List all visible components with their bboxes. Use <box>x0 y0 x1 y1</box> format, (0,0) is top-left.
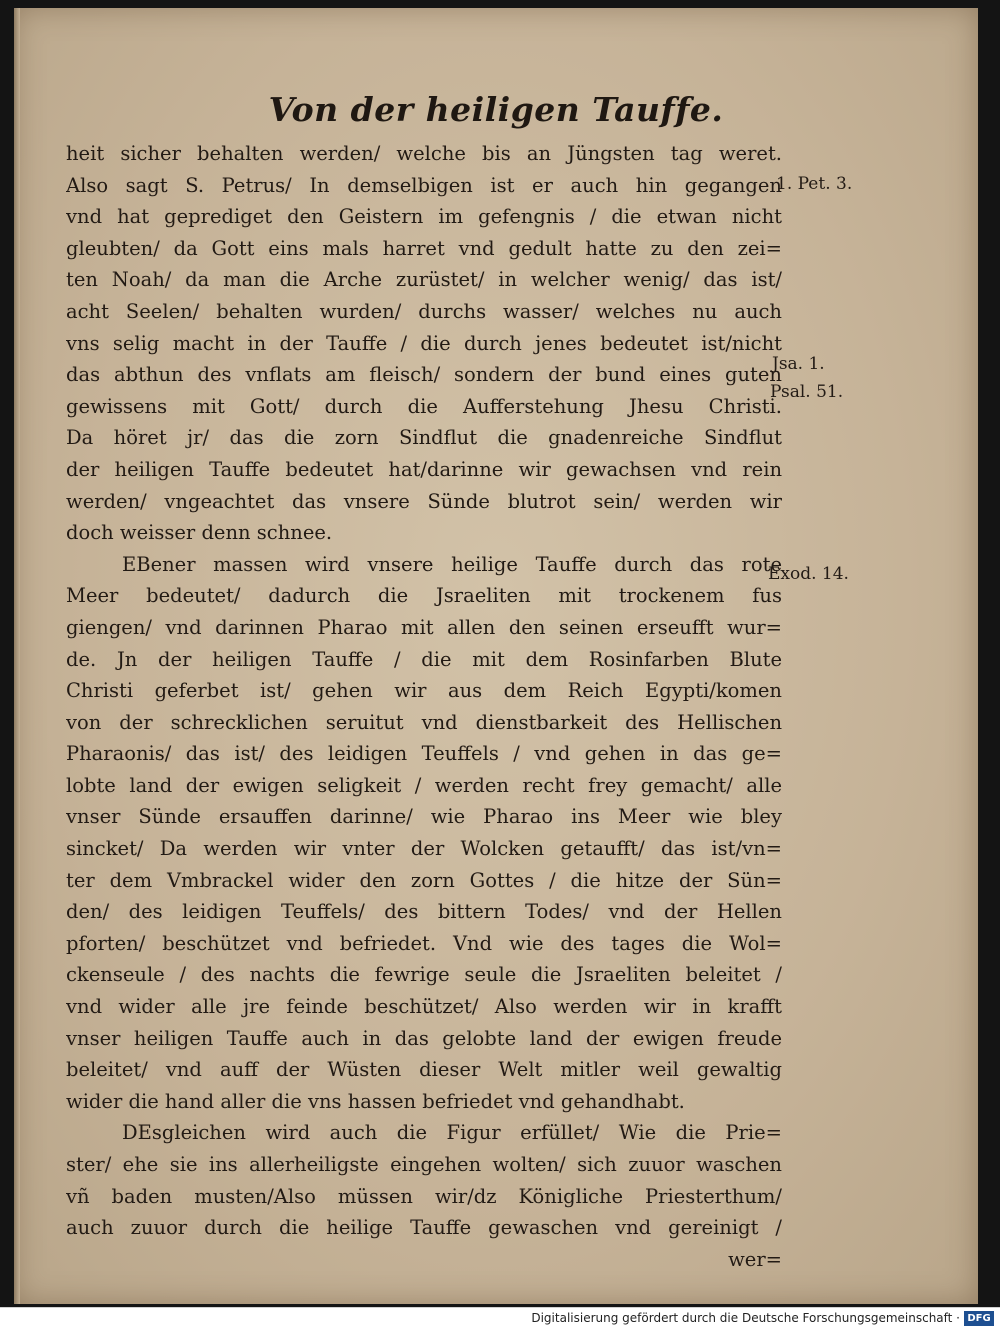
page-heading: Von der heiligen Tauffe. <box>268 90 724 129</box>
text-line: DEsgleichen wird auch die Figur erfüllet/ Wie die Prie= <box>122 1121 782 1145</box>
text-line: vñ baden musten/Also müssen wir/dz Königliche Priesterthum/ <box>66 1184 782 1208</box>
text-line: den/ des leidigen Teuffels/ des bittern Todes/ vnd der Hellen <box>66 900 782 924</box>
text-line: ten Noah/ da man die Arche zurüstet/ in welcher wenig/ das ist/ <box>66 268 782 292</box>
text-line: lobte land der ewigen seligkeit / werden recht frey gemacht/ alle <box>66 773 782 797</box>
text-line: sincket/ Da werden wir vnter der Wolcken getaufft/ das ist/vn= <box>66 837 782 861</box>
text-line: Da höret jr/ das die zorn Sindflut die gnadenreiche Sindflut <box>66 426 782 450</box>
text-line: doch weisser denn schnee. <box>66 521 333 545</box>
text-line: gleubten/ da Gott eins mals harret vnd gedult hatte zu den zei= <box>66 236 782 260</box>
text-line: werden/ vngeachtet das vnsere Sünde blutrot sein/ werden wir <box>66 489 782 513</box>
text-line: auch zuuor durch die heilige Tauffe gewaschen vnd gereinigt / <box>66 1216 782 1240</box>
text-line: Meer bedeutet/ dadurch die Jsraeliten mit trockenem fus <box>66 584 782 608</box>
text-line: von der schrecklichen seruitut vnd dienstbarkeit des Hellischen <box>66 710 782 734</box>
text-line: giengen/ vnd darinnen Pharao mit allen den seinen erseufft wur= <box>66 615 782 639</box>
text-line: gewissens mit Gott/ durch die Aufferstehung Jhesu Christi. <box>66 394 782 418</box>
text-line: Pharaonis/ das ist/ des leidigen Teuffels / vnd gehen in das ge= <box>66 742 782 766</box>
dfg-logo: DFG <box>964 1311 994 1326</box>
page-edge <box>14 8 20 1304</box>
margin-note-exod: Exod. 14. <box>768 564 849 584</box>
text-line: heit sicher behalten werden/ welche bis an Jüngsten tag weret. <box>66 142 782 165</box>
text-line: ter dem Vmbrackel wider den zorn Gottes / die hitze der Sün= <box>66 868 782 892</box>
margin-note-pet: 1. Pet. 3. <box>776 174 853 194</box>
text-line: vnser Sünde ersauffen darinne/ wie Pharao ins Meer wie bley <box>66 805 782 829</box>
text-line: ckenseule / des nachts die fewrige seule die Jsraeliten beleitet / <box>66 963 782 987</box>
text-line: Christi geferbet ist/ gehen wir aus dem Reich Egypti/komen <box>66 679 782 703</box>
text-line: Also sagt S. Petrus/ In demselbigen ist er auch hin gegangen <box>66 173 782 197</box>
text-line: vnser heiligen Tauffe auch in das gelobte land der ewigen freude <box>66 1026 782 1050</box>
text-line: der heiligen Tauffe bedeutet hat/darinne wir gewachsen vnd rein <box>66 457 782 481</box>
margin-note-psal: Psal. 51. <box>770 382 844 402</box>
text-line: beleitet/ vnd auff der Wüsten dieser Welt mitler weil gewaltig <box>66 1058 782 1082</box>
text-line: wider die hand aller die vns hassen befriedet vnd gehandhabt. <box>66 1089 685 1113</box>
text-line: EBener massen wird vnsere heilige Tauffe durch das rote <box>122 552 782 576</box>
body-text <box>66 138 782 1275</box>
text-line: das abthun des vnflats am fleisch/ sondern der bund eines guten <box>66 363 782 387</box>
text-line: vnd wider alle jre feinde beschützet/ Also werden wir in krafft <box>66 995 782 1019</box>
margin-note-isa: Jsa. 1. <box>772 354 825 374</box>
footer-bar <box>0 1307 1000 1330</box>
text-line: de. Jn der heiligen Tauffe / die mit dem Rosinfarben Blute <box>66 647 782 671</box>
text-line: acht Seelen/ behalten wurden/ durchs wasser/ welches nu auch <box>66 299 782 323</box>
text-line: vns selig macht in der Tauffe / die durch jenes bedeutet ist/nicht <box>66 331 782 355</box>
text-line: pforten/ beschützet vnd befriedet. Vnd wie des tages die Wol= <box>66 931 782 955</box>
text-line: vnd hat geprediget den Geistern im gefengnis / die etwan nicht <box>66 205 782 229</box>
text-line: ster/ ehe sie ins allerheiligste eingehen wolten/ sich zuuor waschen <box>66 1153 782 1176</box>
catchword: wer= <box>728 1247 782 1271</box>
funding-credit: Digitalisierung gefördert durch die Deutsche Forschungsgemeinschaft · <box>531 1311 960 1325</box>
book-page <box>14 8 978 1304</box>
